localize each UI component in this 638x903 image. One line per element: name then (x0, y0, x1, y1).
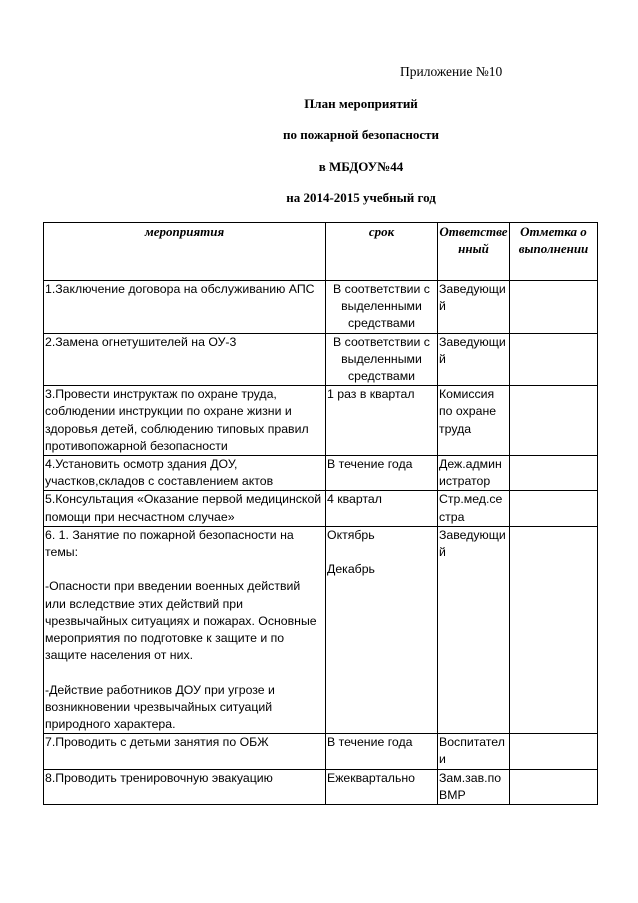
column-header-mark: Отметка о выполнении (510, 223, 598, 281)
cell-mark (510, 456, 598, 491)
cell-term: В соответствии с выделенными средствами (326, 281, 438, 334)
table-row (44, 333, 598, 386)
cell-event: 1.Заключение договора на обслуживанию АПС (44, 281, 326, 334)
cell-event: 4.Установить осмотр здания ДОУ, участков,складов с составлением актов (44, 456, 326, 491)
column-header-responsible: Ответственный (438, 223, 510, 281)
table-row (44, 769, 598, 804)
cell-term: В течение года (326, 734, 438, 769)
table-header-row (44, 223, 598, 281)
cell-mark (510, 526, 598, 733)
cell-event: 6. 1. Занятие по пожарной безопасности на темы: -Опасности при введении военных действий или вследствие этих действий при чрезвычайных ситуациях и пожарах. Основные мероприятия по подготовке к защите и по защите населения от них. -Действие работников ДОУ при угрозе и возникновении чрезвычайных ситуаций природного характера. (44, 526, 326, 733)
cell-event: 7.Проводить с детьми занятия по ОБЖ (44, 734, 326, 769)
cell-responsible: Воспитатели (438, 734, 510, 769)
cell-mark (510, 281, 598, 334)
cell-responsible: Заведующий (438, 281, 510, 334)
cell-responsible: Заведующий (438, 526, 510, 733)
cell-mark (510, 333, 598, 386)
cell-event: 2.Замена огнетушителей на ОУ-3 (44, 333, 326, 386)
cell-responsible: Комиссия по охране труда (438, 386, 510, 456)
table-row (44, 526, 598, 733)
cell-responsible: Заведующий (438, 333, 510, 386)
cell-mark (510, 769, 598, 804)
events-table (43, 222, 598, 805)
table-row (44, 456, 598, 491)
cell-responsible: Стр.мед.сестра (438, 491, 510, 526)
cell-event: 3.Провести инструктаж по охране труда, соблюдении инструкции по охране жизни и здоровья детей, соблюдению типовых правил противопожарной безопасности (44, 386, 326, 456)
table-row (44, 386, 598, 456)
cell-term: Ежеквартально (326, 769, 438, 804)
cell-responsible: Зам.зав.по ВМР (438, 769, 510, 804)
cell-event: 5.Консультация «Оказание первой медицинской помощи при несчастном случае» (44, 491, 326, 526)
cell-term: 1 раз в квартал (326, 386, 438, 456)
cell-mark (510, 734, 598, 769)
table-row (44, 734, 598, 769)
title-line-3: в МБДОУ№44 (318, 159, 404, 174)
cell-mark (510, 491, 598, 526)
title-line-1: План мероприятий (304, 96, 418, 111)
cell-term: Октябрь Декабрь (326, 526, 438, 733)
column-header-events: мероприятия (44, 223, 326, 281)
column-header-term: срок (326, 223, 438, 281)
cell-term: 4 квартал (326, 491, 438, 526)
cell-mark (510, 386, 598, 456)
title-line-2: по пожарной безопасности (283, 127, 439, 142)
table-row (44, 491, 598, 526)
cell-event: 8.Проводить тренировочную эвакуацию (44, 769, 326, 804)
cell-responsible: Деж.администратор (438, 456, 510, 491)
cell-term: В течение года (326, 456, 438, 491)
title-line-4: на 2014-2015 учебный год (286, 190, 436, 205)
cell-term: В соответствии с выделенными средствами (326, 333, 438, 386)
table-row (44, 281, 598, 334)
appendix-label: Приложение №10 (400, 64, 503, 79)
